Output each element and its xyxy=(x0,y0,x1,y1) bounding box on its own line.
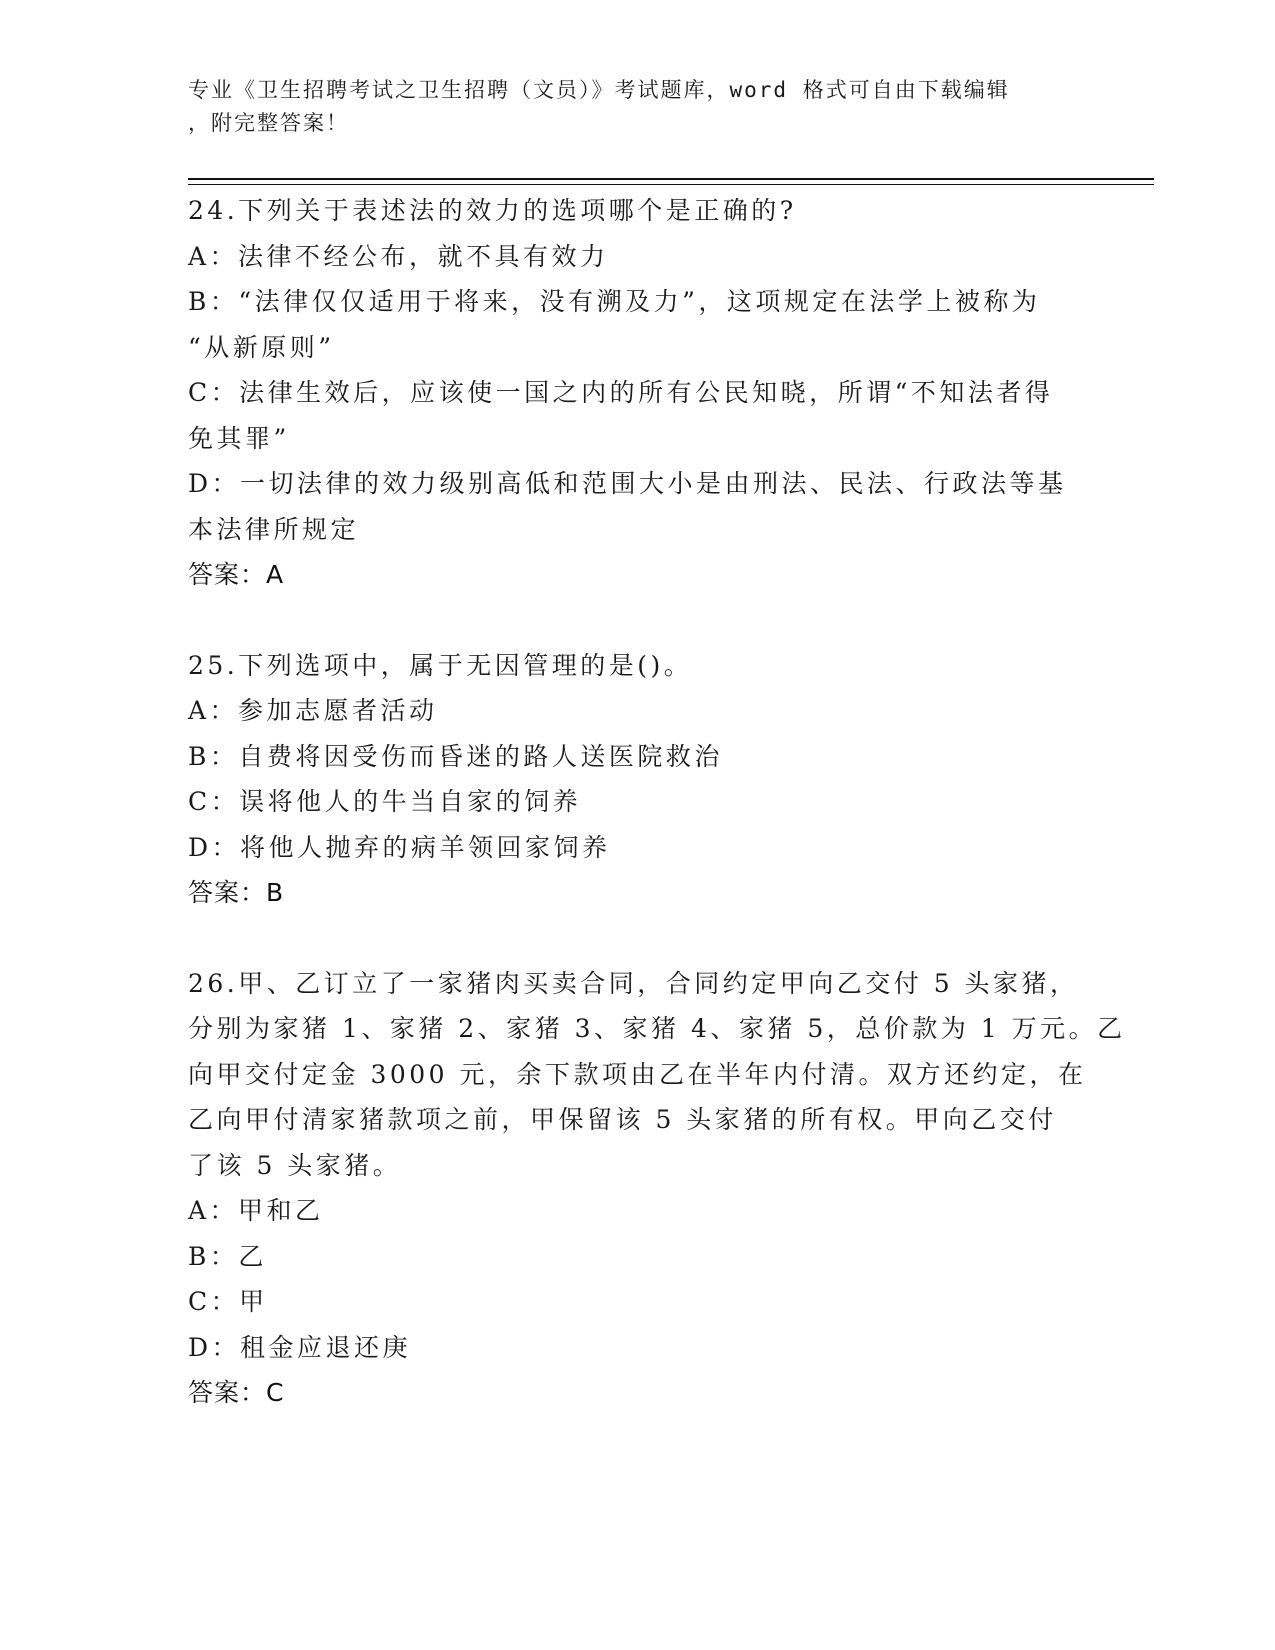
option-c: C：法律生效后，应该使一国之内的所有公民知晓，所谓“不知法者得 xyxy=(188,378,1054,407)
question-stem-cont: 分别为家猪 1、家猪 2、家猪 3、家猪 4、家猪 5，总价款为 1 万元。乙 xyxy=(188,1014,1126,1043)
question-stem: 25.下列选项中，属于无因管理的是()。 xyxy=(188,650,693,680)
header-rule-thick xyxy=(188,178,1154,180)
header-rule-thin xyxy=(188,184,1154,185)
option-a: A：参加志愿者活动 xyxy=(188,696,438,725)
option-d: D：租金应退还庚 xyxy=(188,1332,412,1362)
option-d: D：将他人抛弃的病羊领回家饲养 xyxy=(188,832,611,862)
option-d-cont: 本法律所规定 xyxy=(188,514,360,544)
option-b: B：乙 xyxy=(188,1241,267,1271)
header-line-1: 专业《卫生招聘考试之卫生招聘（文员）》考试题库，word 格式可自由下载编辑 xyxy=(188,78,1010,102)
option-c: C：甲 xyxy=(188,1287,268,1316)
question-stem-cont: 了该 5 头家猪。 xyxy=(188,1150,402,1180)
question-stem-cont: 乙向甲付清家猪款项之前，甲保留该 5 头家猪的所有权。甲向乙交付 xyxy=(188,1105,1057,1134)
answer: 答案：A xyxy=(188,560,285,589)
document-header xyxy=(188,74,1088,140)
question-spacer xyxy=(188,916,1088,961)
answer: 答案：B xyxy=(188,878,285,907)
header-line-2: ，附完整答案！ xyxy=(188,111,349,135)
option-b-cont: “从新原则” xyxy=(188,332,335,362)
question-stem: 24.下列关于表述法的效力的选项哪个是正确的? xyxy=(188,196,797,225)
option-c-cont: 免其罪” xyxy=(188,423,290,453)
answer: 答案：C xyxy=(188,1378,285,1407)
option-c: C：误将他人的牛当自家的饲养 xyxy=(188,787,582,816)
question-25 xyxy=(188,643,1088,916)
question-stem-cont: 向甲交付定金 3000 元，余下款项由乙在半年内付清。双方还约定，在 xyxy=(188,1059,1087,1089)
option-b: B：“法律仅仅适用于将来，没有溯及力”，这项规定在法学上被称为 xyxy=(188,287,1041,316)
question-spacer xyxy=(188,598,1088,643)
question-list xyxy=(188,188,1126,1416)
option-b: B：自费将因受伤而昏迷的路人送医院救治 xyxy=(188,741,723,771)
question-24 xyxy=(188,188,1088,598)
option-a: A：甲和乙 xyxy=(188,1196,324,1225)
option-a: A：法律不经公布，就不具有效力 xyxy=(188,241,609,271)
question-stem: 26.甲、乙订立了一家猪肉买卖合同，合同约定甲向乙交付 5 头家猪， xyxy=(188,968,1079,998)
option-d: D：一切法律的效力级别高低和范围大小是由刑法、民法、行政法等基 xyxy=(188,469,1067,498)
question-26 xyxy=(188,961,1126,1416)
